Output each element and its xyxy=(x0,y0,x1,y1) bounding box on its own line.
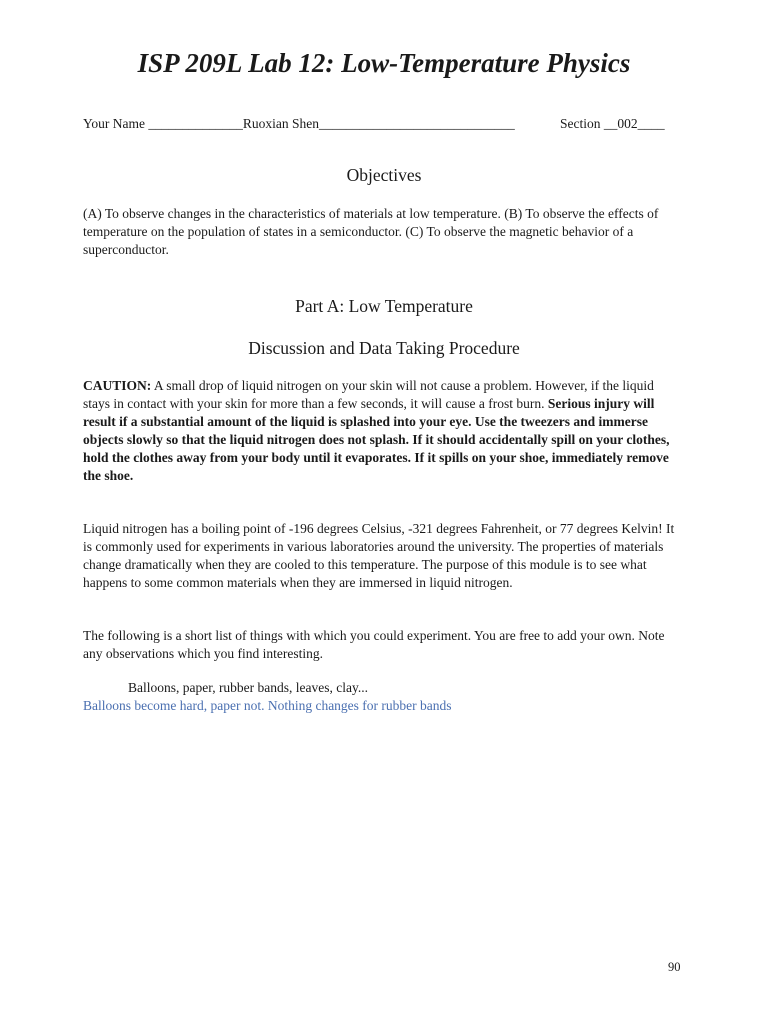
student-answer: Balloons become hard, paper not. Nothing changes for rubber bands xyxy=(83,698,452,713)
nitrogen-paragraph: Liquid nitrogen has a boiling point of -196 degrees Celsius, -321 degrees Fahrenheit, or 77 degrees Kelvin! It is commonly used for experiments in various laboratories around the university. The properties of materials change dramatically when they are cooled to this temperature. The purpose of this module is to see what happens to some common materials when they are immersed in liquid nitrogen. xyxy=(83,521,675,590)
section-label: Section __ xyxy=(560,116,618,131)
caution-paragraph xyxy=(83,377,683,485)
part-a-heading: Part A: Low Temperature xyxy=(295,296,473,316)
page-number: 90 xyxy=(668,960,681,974)
caution-warning: Serious injury will result if a substantial amount of the liquid is splashed into your eye. Use the tweezers and immerse objects slowly so that the liquid nitrogen does not splash. If it should accidentally spill on your clothes, hold the clothes away from your body until it evaporates. If it spills on your shoe, immediately remove the shoe. xyxy=(83,396,670,483)
procedure-heading: Discussion and Data Taking Procedure xyxy=(248,338,520,358)
list-intro-paragraph: The following is a short list of things with which you could experiment. You are free to add your own. Note any observations which you find interesting. xyxy=(83,628,665,661)
materials-list: Balloons, paper, rubber bands, leaves, clay... xyxy=(128,680,369,695)
name-underline: _____________________________ xyxy=(319,116,515,131)
section-value: 002 xyxy=(617,116,638,131)
page-title: ISP 209L Lab 12: Low-Temperature Physics xyxy=(137,48,631,78)
objectives-text: (A) To observe changes in the characteristics of materials at low temperature. (B) To observe the effects of temperature on the population of states in a semiconductor. (C) To observe the magnetic behavior of a superconductor. xyxy=(83,206,659,257)
caution-label: CAUTION: xyxy=(83,378,152,393)
caution-text: A small drop of liquid nitrogen on your skin will not cause a problem. However, if the liquid stays in contact with your skin for more than a few seconds, it will cause a frost burn. xyxy=(83,378,654,411)
section-line xyxy=(560,116,665,132)
objectives-heading: Objectives xyxy=(346,165,422,185)
section-underline: ____ xyxy=(637,116,665,131)
name-label: Your Name ______________ xyxy=(83,116,243,131)
student-name: Ruoxian Shen xyxy=(242,116,320,131)
